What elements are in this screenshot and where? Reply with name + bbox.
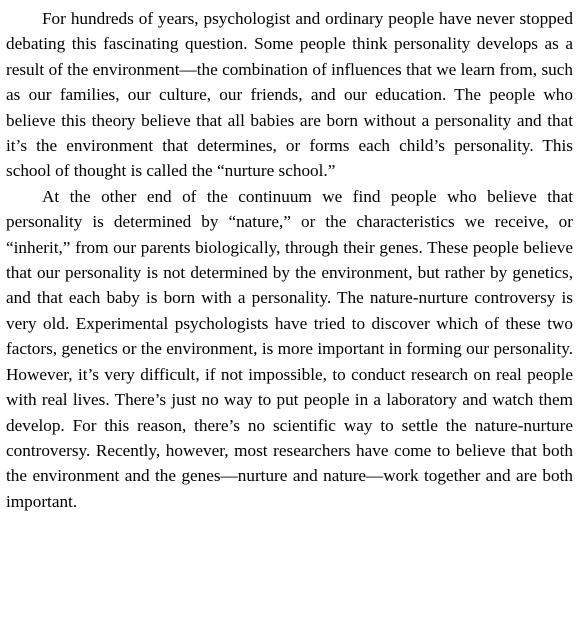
paragraph-nurture-school: For hundreds of years, psychologist and ordinary people have never stopped debating this fascinating question. Some people think personality develops as a result of the environment—the combination of influences that we learn from, such as our families, our culture, our friends, and our education. The people who believe this theory believe that all babies are born without a personality and that it’s the environment that determines, or forms each child’s personality. This school of thought is called the “nurture school.”	[6, 9, 573, 181]
document-body	[6, 6, 573, 514]
paragraph-nature-nurture-controversy: At the other end of the continuum we find people who believe that personality is determined by “nature,” or the characteristics we receive, or “inherit,” from our parents biologically, through their genes. These people believe that our personality is not determined by the environment, but rather by genetics, and that each baby is born with a personality. The nature-nurture controversy is very old. Experimental psychologists have tried to discover which of these two factors, genetics or the environment, is more important in forming our personality. However, it’s very difficult, if not impossible, to conduct research on real people with real lives. There’s just no way to put people in a laboratory and watch them develop. For this reason, there’s no scientific way to settle the nature-nurture controversy. Recently, however, most researchers have come to believe that both the environment and the genes—nurture and nature—work together and are both important.	[6, 186, 573, 511]
